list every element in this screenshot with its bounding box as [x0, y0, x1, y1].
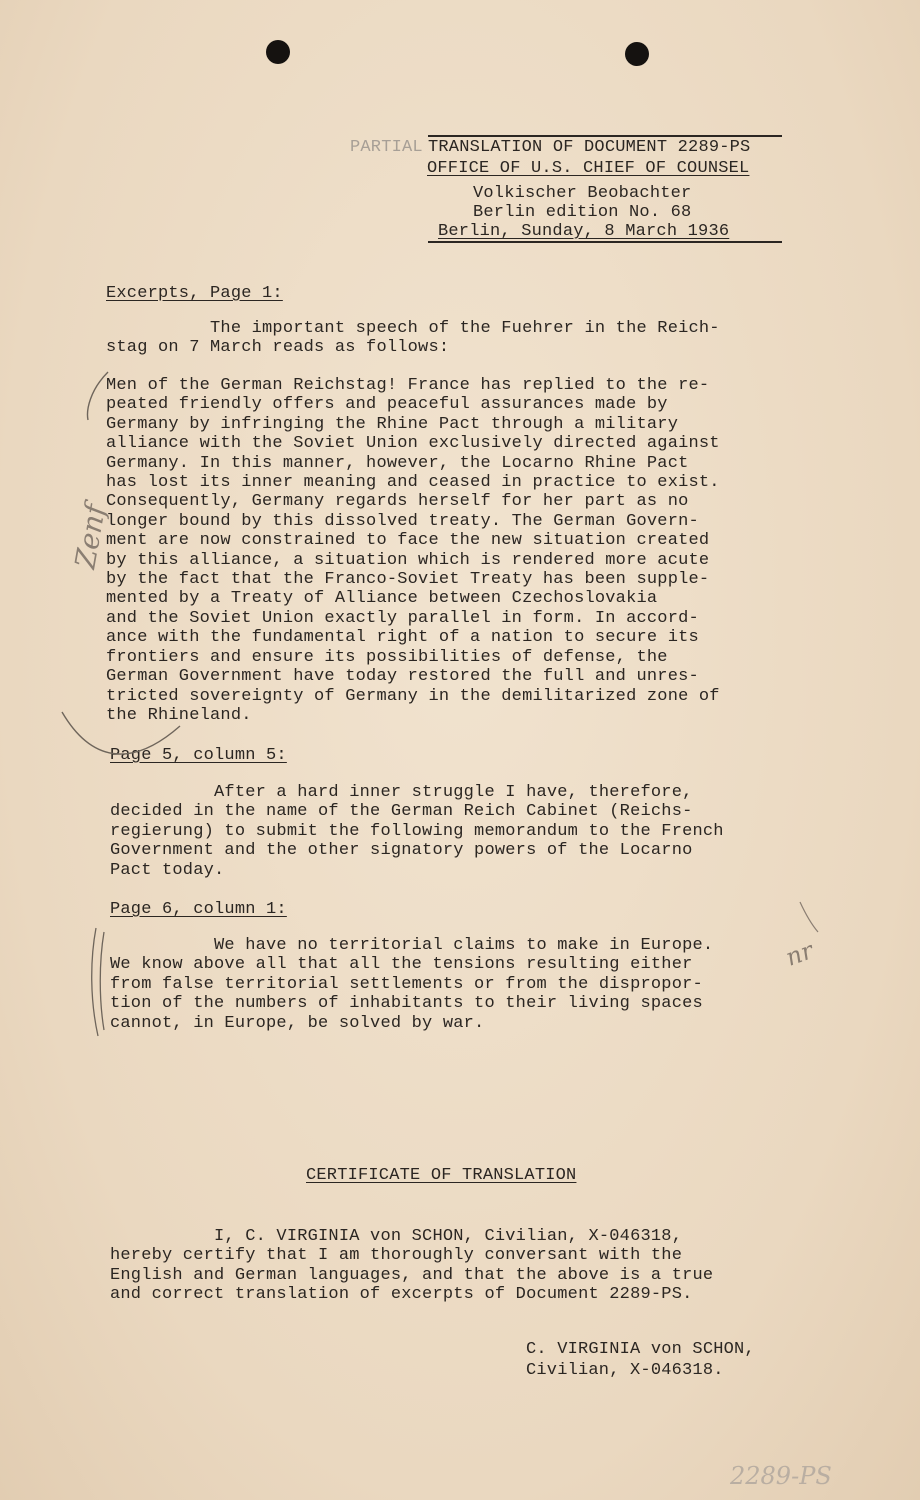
pencil-bracket-top: [88, 372, 108, 420]
punch-hole-right: [625, 42, 649, 66]
header-edition: Berlin edition No. 68: [473, 203, 692, 222]
header-office: OFFICE OF U.S. CHIEF OF COUNSEL: [427, 159, 750, 178]
pencil-margin-line-1: [92, 928, 98, 1036]
header-newspaper: Volkischer Beobachter: [473, 184, 692, 203]
header-document-title: TRANSLATION OF DOCUMENT 2289-PS: [428, 138, 751, 157]
excerpt-3-text: We have no territorial claims to make in Europe. We know above all that all the tensions resulting either from false territorial settlements or from the dispropor- tion of the numbers of inhabitants to their living spaces cannot, in Europe, be solved by war.: [110, 936, 714, 1033]
handwritten-bottom-note: 2289-PS: [730, 1462, 832, 1490]
pencil-margin-line-2: [100, 932, 104, 1030]
certificate-body: I, C. VIRGINIA von SCHON, Civilian, X-046318, hereby certify that I am thoroughly conversant with the English and German languages, and that the above is a true and correct translation of excerpts of Document 2289-PS.: [110, 1227, 714, 1305]
header-top-rule: [428, 135, 782, 137]
handwritten-right-note: nr: [782, 936, 817, 972]
header-date: Berlin, Sunday, 8 March 1936: [438, 222, 730, 241]
excerpt-1-heading: Excerpts, Page 1:: [106, 284, 283, 303]
excerpt-2-heading: Page 5, column 5:: [110, 746, 287, 765]
header-bottom-rule: [428, 241, 782, 243]
header-partial-faded: PARTIAL: [350, 138, 423, 157]
pencil-tick-right: [800, 902, 818, 932]
handwritten-side-note: Zenf: [68, 501, 113, 572]
certificate-title: CERTIFICATE OF TRANSLATION: [306, 1166, 577, 1185]
signature-name: C. VIRGINIA von SCHON,: [526, 1340, 755, 1359]
speech-text: Men of the German Reichstag! France has replied to the re- peated friendly offers and peaceful assurances made by Germany by infringing the Rhine Pact through a military alliance with the Soviet Union exclusively directed against Germany. In this manner, however, the Locarno Rhine Pact has lost its inner meaning and ceased in practice to exist. Consequently, Germany regards herself for her part as no longer bound by this dissolved treaty. The German Govern- ment are now constrained to face the new situation created by this alliance, a situation which is rendered more acute by the fact that the Franco-Soviet Treaty has been supple- mented by a Treaty of Alliance between Czechoslovakia and the Soviet Union exactly parallel in form. In accord- ance with the fundamental right of a nation to secure its frontiers and ensure its possibilities of defense, the German Government have today restored the full and unres- tricted sovereignty of Germany in the demilitarized zone of the Rhineland.: [106, 376, 720, 725]
signature-title: Civilian, X-046318.: [526, 1361, 724, 1380]
excerpt-3-heading: Page 6, column 1:: [110, 900, 287, 919]
speech-introduction: The important speech of the Fuehrer in the Reich- stag on 7 March reads as follows:: [106, 319, 720, 358]
punch-hole-left: [266, 40, 290, 64]
excerpt-2-text: After a hard inner struggle I have, therefore, decided in the name of the German Reich Cabinet (Reichs- regierung) to submit the following memorandum to the French Government and the other signatory powers of the Locarno Pact today.: [110, 783, 724, 880]
